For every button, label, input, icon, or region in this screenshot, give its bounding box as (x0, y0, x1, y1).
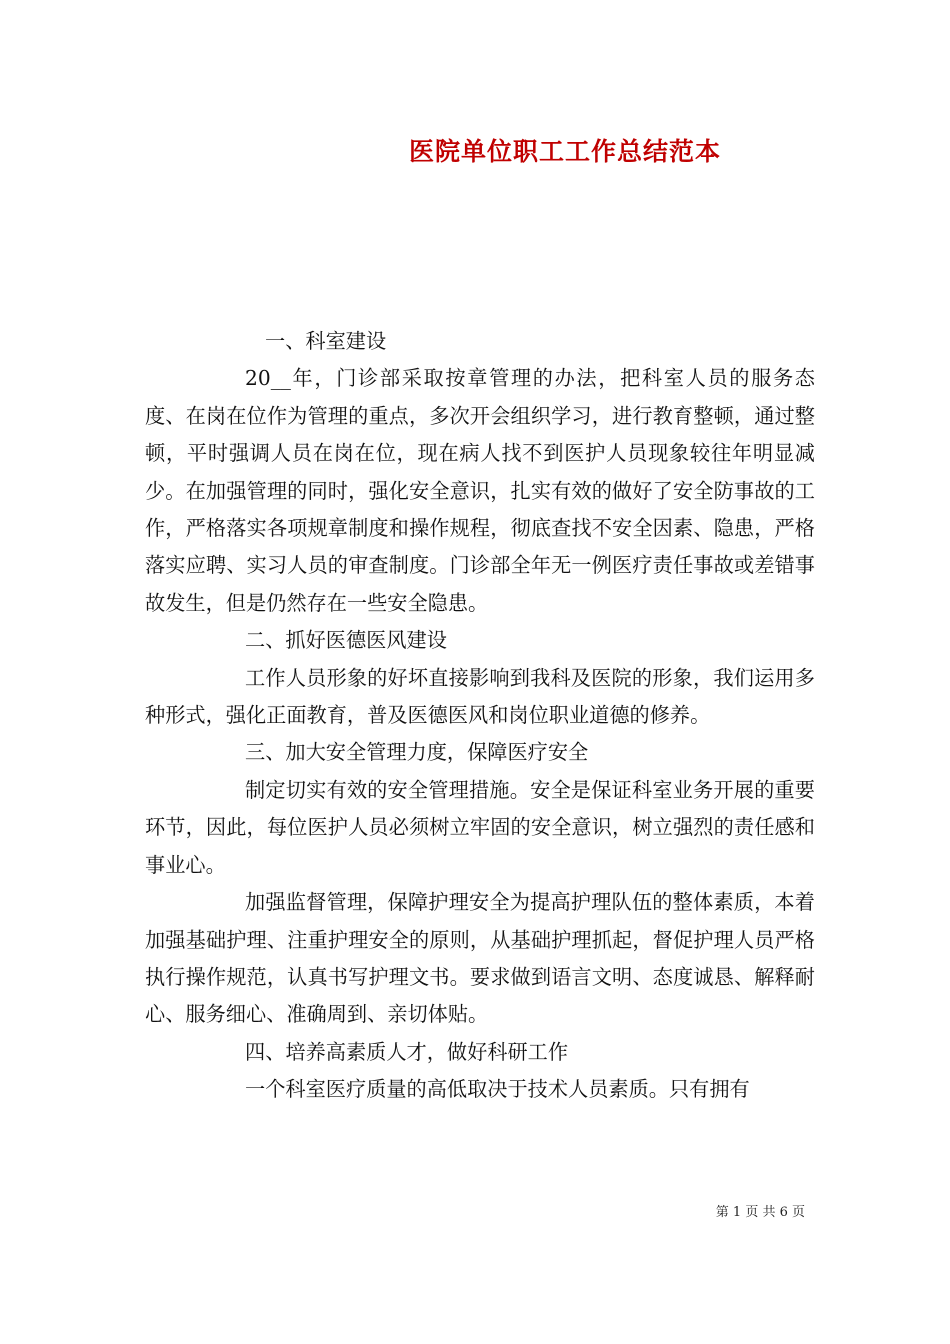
body-paragraph: 工作人员形象的好坏直接影响到我科及医院的形象，我们运用多种形式，强化正面教育，普及医德医风和岗位职业道德的修养。 (145, 665, 815, 728)
body-paragraph: 20__年，门诊部采取按章管理的办法，把科室人员的服务态度、在岗在位作为管理的重点，多次开会组织学习，进行教育整顿，通过整顿，平时强调人员在岗在位，现在病人找不到医护人员现象较往年明显减少。在加强管理的同时，强化安全意识，扎实有效的做好了安全防事故的工作，严格落实各项规章制度和操作规程，彻底查找不安全因素、隐患，严格落实应聘、实习人员的审查制度。门诊部全年无一例医疗责任事故或差错事故发生，但是仍然存在一些安全隐患。 (145, 366, 815, 615)
body-paragraph: 加强监督管理，保障护理安全为提高护理队伍的整体素质，本着加强基础护理、注重护理安全的原则，从基础护理抓起，督促护理人员严格执行操作规范，认真书写护理文书。要求做到语言文明、态度诚恳、解释耐心、服务细心、准确周到、亲切体贴。 (145, 890, 815, 1027)
document-body (145, 323, 815, 1109)
section-heading-2: 二、抓好医德医风建设 (245, 628, 447, 653)
section-heading-3: 三、加大安全管理力度，保障医疗安全 (245, 740, 589, 765)
page-number-footer: 第 1 页 共 6 页 (715, 1205, 805, 1220)
document-title: 医院单位职工工作总结范本 (408, 137, 721, 166)
body-paragraph: 一个科室医疗质量的高低取决于技术人员素质。只有拥有 (245, 1077, 750, 1102)
body-paragraph: 制定切实有效的安全管理措施。安全是保证科室业务开展的重要环节，因此，每位医护人员必须树立牢固的安全意识，树立强烈的责任感和事业心。 (145, 777, 815, 877)
section-heading-1: 一、科室建设 (265, 329, 387, 353)
section-heading-4: 四、培养高素质人才，做好科研工作 (245, 1039, 569, 1064)
